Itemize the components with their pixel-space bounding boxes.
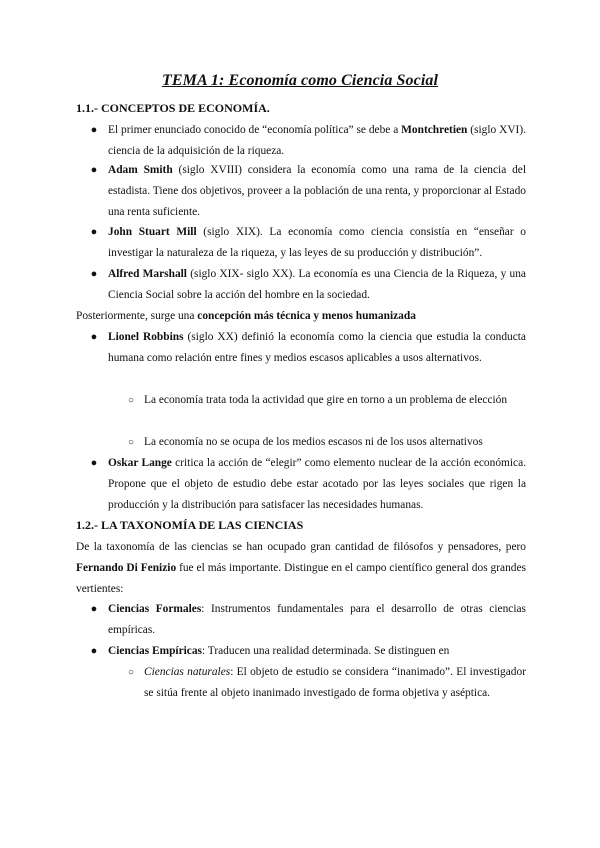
author-name: Adam Smith <box>108 164 173 176</box>
author-name: John Stuart Mill <box>108 226 197 238</box>
bullet-icon: ● <box>90 645 98 657</box>
science-name: Ciencias naturales <box>144 666 231 678</box>
sub-list-item: ○ Ciencias naturales: El objeto de estudio se considera “inanimado”. El investigador se sitúa frente al objeto inanimado investigado de forma objetiva y aséptica. <box>144 662 526 704</box>
bullet-icon: ● <box>90 124 98 136</box>
list-item: ● Ciencias Empíricas: Traducen una realidad determinada. Se distinguen en <box>108 641 526 662</box>
page-title: TEMA 1: Economía como Ciencia Social <box>161 72 439 89</box>
bullet-icon: ● <box>90 457 98 469</box>
science-name: Ciencias Empíricas <box>108 645 202 657</box>
sub-list-item: ○ La economía trata toda la actividad que gire en torno a un problema de elección <box>144 390 526 411</box>
author-name: Montchretien <box>401 124 468 136</box>
author-name: Oskar Lange <box>108 457 172 469</box>
bullet-icon: ● <box>90 603 98 615</box>
list-item: ● El primer enunciado conocido de “economía política” se debe a Montchretien (siglo XVI). ciencia de la adquisición de la riqueza. <box>108 120 526 162</box>
section-heading-conceptos: 1.1.- CONCEPTOS DE ECONOMÍA. <box>76 101 270 115</box>
bullet-icon: ● <box>90 226 98 238</box>
circle-bullet-icon: ○ <box>127 437 135 448</box>
list-item: ● John Stuart Mill (siglo XIX). La economía como ciencia consistía en “enseñar o investigar la naturaleza de la riqueza, y las leyes de su producción y distribución”. <box>108 222 526 264</box>
circle-bullet-icon: ○ <box>127 395 135 406</box>
science-name: Ciencias Formales <box>108 603 202 615</box>
list-item: ● Adam Smith (siglo XVIII) considera la economía como una rama de la ciencia del estadista. Tiene dos objetivos, proveer a la población de una renta, y proporcionar al Estado una renta suficiente. <box>108 160 526 223</box>
circle-bullet-icon: ○ <box>127 667 135 678</box>
bullet-icon: ● <box>90 268 98 280</box>
list-item: ● Alfred Marshall (siglo XIX- siglo XX). La economía es una Ciencia de la Riqueza, y una Ciencia Social sobre la acción del hombre en la sociedad. <box>108 264 526 306</box>
bullet-icon: ● <box>90 164 98 176</box>
section-heading-taxonomia: 1.2.- LA TAXONOMÍA DE LAS CIENCIAS <box>76 518 304 532</box>
list-item: ● Oskar Lange critica la acción de “elegir” como elemento nuclear de la acción económica. Propone que el objeto de estudio debe estar acotado por las leyes sociales que rigen la producción y la distribución para satisfacer las necesidades humanas. <box>108 453 526 516</box>
list-item: ● Lionel Robbins (siglo XX) definió la economía como la ciencia que estudia la conducta humana como relación entre fines y medios escasos aplicables a usos alternativos. <box>108 327 526 369</box>
bullet-icon: ● <box>90 331 98 343</box>
paragraph: De la taxonomía de las ciencias se han ocupado gran cantidad de filósofos y pensadores, pero Fernando Di Fenizio fue el más importante. Distingue en el campo científico general dos grandes vertientes: <box>76 541 526 595</box>
author-name: Lionel Robbins <box>108 331 184 343</box>
author-name: Alfred Marshall <box>108 268 187 280</box>
paragraph: Posteriormente, surge una concepción más técnica y menos humanizada <box>76 310 416 322</box>
sub-list-item: ○ La economía no se ocupa de los medios escasos ni de los usos alternativos <box>144 432 526 453</box>
list-item: ● Ciencias Formales: Instrumentos fundamentales para el desarrollo de otras ciencias empíricas. <box>108 599 526 641</box>
